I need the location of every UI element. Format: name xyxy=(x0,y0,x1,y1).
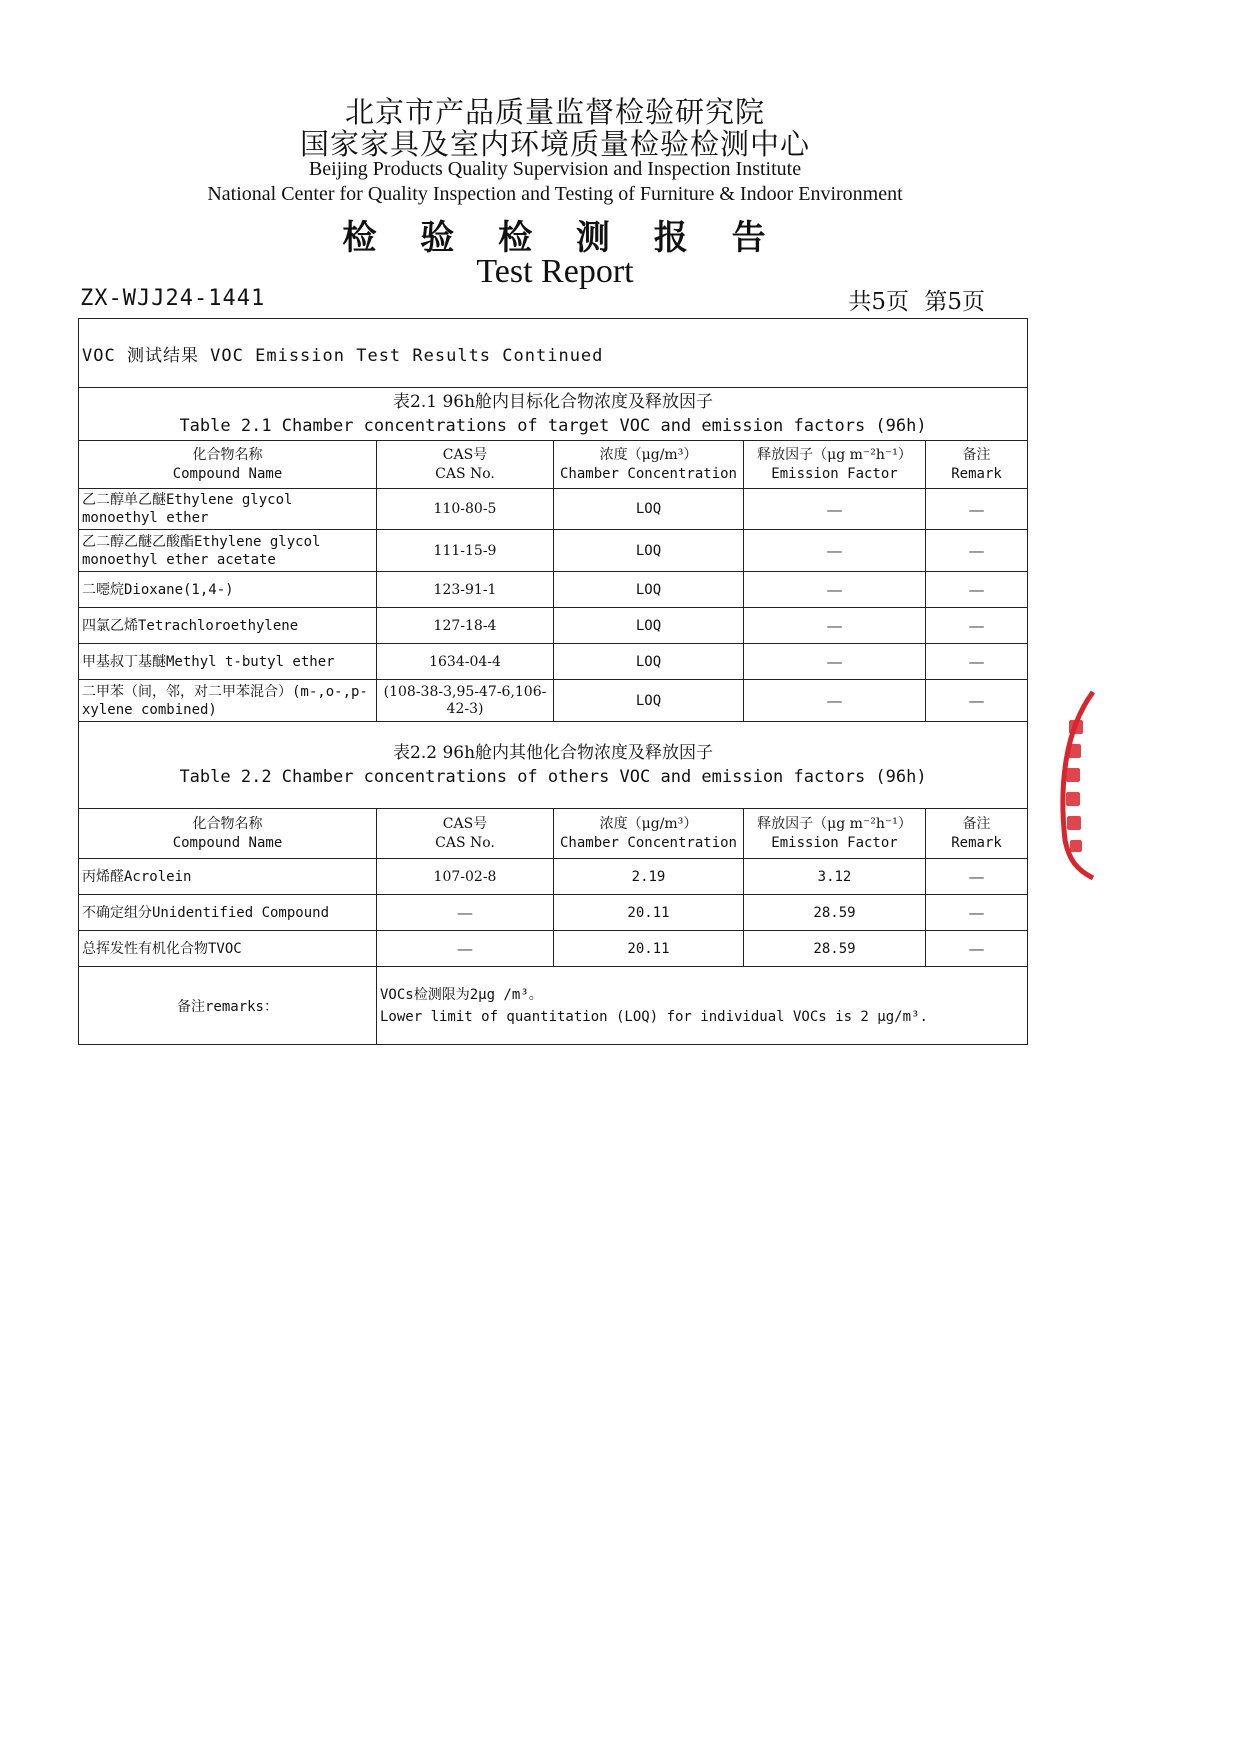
remarks-text xyxy=(377,967,1028,1045)
col-header-conc-en: Chamber Concentration xyxy=(559,465,737,482)
table-row xyxy=(79,530,1028,572)
col-header-remark xyxy=(926,809,1028,859)
col-header-compound-cn: 化合物名称 xyxy=(192,446,263,463)
compound-name: 二噁烷Dioxane(1,4-) xyxy=(79,572,377,608)
compound-name: 甲基叔丁基醚Methyl t-butyl ether xyxy=(79,644,377,680)
concentration: 2.19 xyxy=(554,859,744,895)
report-title-en: Test Report xyxy=(476,253,634,290)
emission-factor: 3.12 xyxy=(744,859,926,895)
table1-title-en: Table 2.1 Chamber concentrations of target VOC and emission factors (96h) xyxy=(179,416,927,436)
cas-number: 127-18-4 xyxy=(377,608,554,644)
table-row xyxy=(79,895,1028,931)
remarks-label: 备注remarks： xyxy=(79,967,377,1045)
remark: — xyxy=(926,530,1028,572)
table2-title xyxy=(79,722,1028,809)
table1-title-cn: 表2.1 96h舱内目标化合物浓度及释放因子 xyxy=(393,392,714,412)
cas-number: (108-38-3,95-47-6,106-42-3) xyxy=(377,680,554,722)
col-header-remark-cn: 备注 xyxy=(962,815,991,832)
table2-header-row xyxy=(79,809,1028,859)
compound-name: 丙烯醛Acrolein xyxy=(79,859,377,895)
remark: — xyxy=(926,859,1028,895)
remarks-line-1: VOCs检测限为2μg /m³。 xyxy=(380,986,543,1003)
compound-name: 四氯乙烯Tetrachloroethylene xyxy=(79,608,377,644)
institute-name-cn: 北京市产品质量监督检验研究院 xyxy=(344,95,765,129)
concentration: 20.11 xyxy=(554,931,744,967)
col-header-concentration xyxy=(554,809,744,859)
emission-factor: 28.59 xyxy=(744,895,926,931)
table-row xyxy=(79,572,1028,608)
col-header-cas-cn: CAS号 xyxy=(442,446,488,463)
report-table xyxy=(78,318,1028,1045)
col-header-cas-cn: CAS号 xyxy=(442,815,488,832)
emission-factor: — xyxy=(744,489,926,530)
concentration: LOQ xyxy=(554,680,744,722)
col-header-ef-en: Emission Factor xyxy=(771,465,898,482)
emission-factor: 28.59 xyxy=(744,931,926,967)
table-row xyxy=(79,859,1028,895)
table-row xyxy=(79,644,1028,680)
col-header-remark-en: Remark xyxy=(951,834,1002,851)
remarks-row xyxy=(79,967,1028,1045)
section-title: VOC 测试结果 VOC Emission Test Results Continued xyxy=(79,319,1028,388)
col-header-compound-cn: 化合物名称 xyxy=(192,815,263,832)
table-row xyxy=(79,489,1028,530)
document-number: ZX-WJJ24-1441 xyxy=(80,286,266,311)
col-header-emission-factor xyxy=(744,809,926,859)
compound-name: 乙二醇单乙醚Ethylene glycol monoethyl ether xyxy=(79,489,377,530)
emission-factor: — xyxy=(744,572,926,608)
remarks-line-2: Lower limit of quantitation (LOQ) for individual VOCs is 2 μg/m³. xyxy=(380,1008,928,1025)
remark: — xyxy=(926,931,1028,967)
center-name-en: National Center for Quality Inspection and Testing of Furniture & Indoor Environment xyxy=(207,183,903,205)
table1-header-row xyxy=(79,441,1028,489)
concentration: LOQ xyxy=(554,608,744,644)
section-title-row xyxy=(79,319,1028,388)
col-header-cas xyxy=(377,809,554,859)
concentration: 20.11 xyxy=(554,895,744,931)
remark: — xyxy=(926,489,1028,530)
col-header-ef-cn: 释放因子（μg m⁻²h⁻¹） xyxy=(757,446,912,463)
table1-title xyxy=(79,388,1028,441)
concentration: LOQ xyxy=(554,644,744,680)
col-header-emission-factor xyxy=(744,441,926,489)
cas-number: — xyxy=(377,931,554,967)
cas-number: 110-80-5 xyxy=(377,489,554,530)
center-name-cn: 国家家具及室内环境质量检验检测中心 xyxy=(299,127,810,161)
col-header-remark-en: Remark xyxy=(951,465,1002,482)
table-row xyxy=(79,931,1028,967)
emission-factor: — xyxy=(744,680,926,722)
concentration: LOQ xyxy=(554,530,744,572)
col-header-remark-cn: 备注 xyxy=(962,446,991,463)
report-title-cn: 检 验 检 测 报 告 xyxy=(342,218,768,258)
col-header-ef-cn: 释放因子（μg m⁻²h⁻¹） xyxy=(757,815,912,832)
cas-number: 1634-04-4 xyxy=(377,644,554,680)
page-indicator: 共5页 第5页 xyxy=(848,289,985,315)
remark: — xyxy=(926,608,1028,644)
compound-name: 总挥发性有机化合物TVOC xyxy=(79,931,377,967)
col-header-ef-en: Emission Factor xyxy=(771,834,898,851)
compound-name: 乙二醇乙醚乙酸酯Ethylene glycol monoethyl ether acetate xyxy=(79,530,377,572)
table-row xyxy=(79,680,1028,722)
col-header-concentration xyxy=(554,441,744,489)
col-header-cas-en: CAS No. xyxy=(435,834,495,851)
col-header-compound xyxy=(79,441,377,489)
cas-number: 123-91-1 xyxy=(377,572,554,608)
compound-name: 不确定组分Unidentified Compound xyxy=(79,895,377,931)
col-header-compound-en: Compound Name xyxy=(172,834,283,851)
table2-title-cn: 表2.2 96h舱内其他化合物浓度及释放因子 xyxy=(393,743,714,763)
remark: — xyxy=(926,572,1028,608)
col-header-conc-en: Chamber Concentration xyxy=(559,834,737,851)
table2-title-row xyxy=(79,722,1028,809)
col-header-cas xyxy=(377,441,554,489)
institute-name-en: Beijing Products Quality Supervision and Inspection Institute xyxy=(308,158,802,180)
table-row xyxy=(79,608,1028,644)
emission-factor: — xyxy=(744,530,926,572)
col-header-cas-en: CAS No. xyxy=(435,465,495,482)
cas-number: — xyxy=(377,895,554,931)
compound-name: 二甲苯（间，邻，对二甲苯混合）(m-,o-,p-xylene combined) xyxy=(79,680,377,722)
col-header-conc-cn: 浓度（μg/m³） xyxy=(599,815,698,832)
col-header-compound xyxy=(79,809,377,859)
seal-stamp-icon xyxy=(1055,690,1095,880)
col-header-compound-en: Compound Name xyxy=(172,465,283,482)
remark: — xyxy=(926,680,1028,722)
remark: — xyxy=(926,895,1028,931)
cas-number: 111-15-9 xyxy=(377,530,554,572)
col-header-conc-cn: 浓度（μg/m³） xyxy=(599,446,698,463)
emission-factor: — xyxy=(744,608,926,644)
concentration: LOQ xyxy=(554,489,744,530)
concentration: LOQ xyxy=(554,572,744,608)
col-header-remark xyxy=(926,441,1028,489)
cas-number: 107-02-8 xyxy=(377,859,554,895)
table2-title-en: Table 2.2 Chamber concentrations of others VOC and emission factors (96h) xyxy=(179,767,927,787)
remark: — xyxy=(926,644,1028,680)
emission-factor: — xyxy=(744,644,926,680)
table1-title-row xyxy=(79,388,1028,441)
